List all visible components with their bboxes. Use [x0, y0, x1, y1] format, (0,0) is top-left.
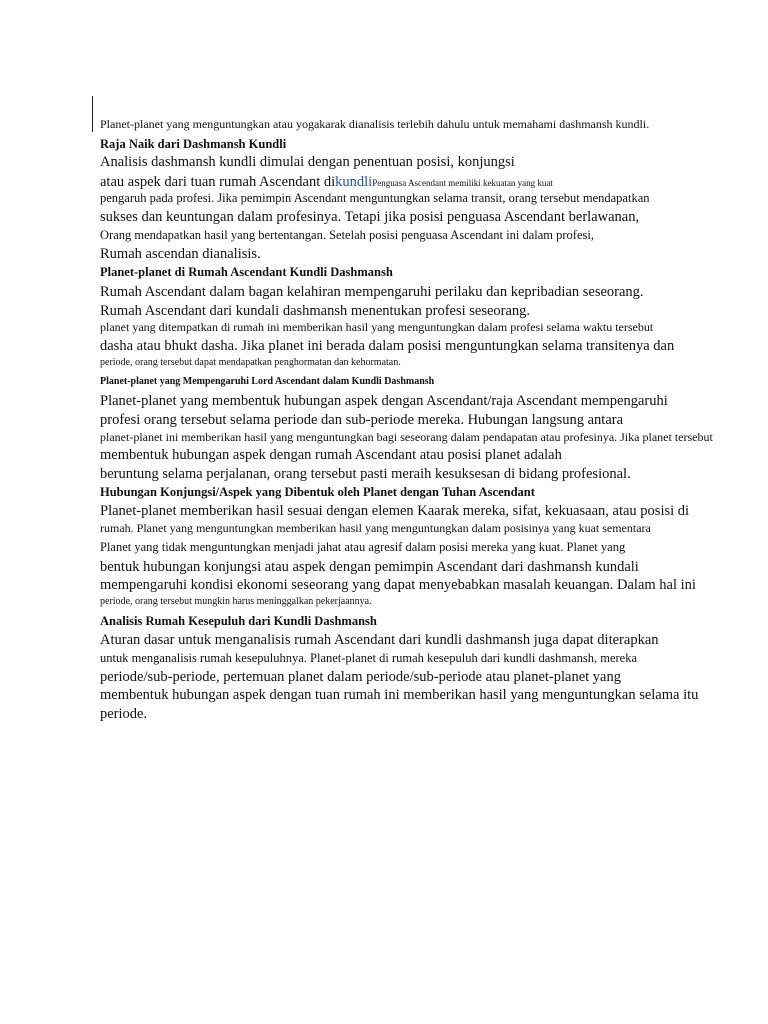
paragraph-line: rumah. Planet yang menguntungkan memberikan hasil yang menguntungkan dalam posisinya yang kuat sementara	[100, 521, 651, 535]
paragraph-text: Penguasa Ascendant memiliki kekuatan yang kuat	[372, 178, 553, 188]
paragraph-line: Rumah ascendan dianalisis.	[100, 246, 261, 262]
paragraph-line: Aturan dasar untuk menganalisis rumah Ascendant dari kundli dashmansh juga dapat diterapkan	[100, 632, 659, 648]
paragraph-line: Planet yang tidak menguntungkan menjadi jahat atau agresif dalam posisi mereka yang kuat. Planet yang	[100, 540, 626, 554]
text-cursor	[92, 96, 93, 132]
paragraph-line: Planet-planet memberikan hasil sesuai dengan elemen Kaarak mereka, sifat, kekuasaan, atau posisi di	[100, 503, 690, 519]
paragraph-line: Planet-planet yang menguntungkan atau yogakarak dianalisis terlebih dahulu untuk memahami dashmansh kundli.	[100, 117, 650, 131]
section-heading: Raja Naik dari Dashmansh Kundli	[100, 137, 287, 151]
paragraph-line: periode/sub-periode, pertemuan planet dalam periode/sub-periode atau planet-planet yang	[100, 669, 621, 685]
paragraph-line: Planet-planet yang membentuk hubungan aspek dengan Ascendant/raja Ascendant mempengaruhi	[100, 393, 668, 409]
paragraph-line: planet-planet ini memberikan hasil yang menguntungkan bagi seseorang dalam pendapatan atau profesinya. Jika planet tersebut	[100, 430, 713, 444]
paragraph-line: periode.	[100, 706, 148, 722]
paragraph-line: profesi orang tersebut selama periode dan sub-periode mereka. Hubungan langsung antara	[100, 412, 624, 428]
paragraph-line: planet yang ditempatkan di rumah ini memberikan hasil yang menguntungkan dalam profesi selama waktu tersebut	[100, 320, 654, 334]
section-heading: Analisis Rumah Kesepuluh dari Kundli Dashmansh	[100, 614, 377, 628]
section-heading: Planet-planet di Rumah Ascendant Kundli Dashmansh	[100, 265, 393, 279]
paragraph-line	[100, 174, 553, 190]
paragraph-line: periode, orang tersebut dapat mendapatkan penghormatan dan kehormatan.	[100, 357, 401, 368]
paragraph-line: sukses dan keuntungan dalam profesinya. Tetapi jika posisi penguasa Ascendant berlawanan,	[100, 209, 640, 225]
section-heading: Hubungan Konjungsi/Aspek yang Dibentuk oleh Planet dengan Tuhan Ascendant	[100, 485, 535, 499]
paragraph-line: membentuk hubungan aspek dengan tuan rumah ini memberikan hasil yang menguntungkan selama itu	[100, 687, 699, 703]
paragraph-line: membentuk hubungan aspek dengan rumah Ascendant atau posisi planet adalah	[100, 447, 562, 463]
paragraph-line: dasha atau bhukt dasha. Jika planet ini berada dalam posisi menguntungkan selama transitenya dan	[100, 338, 675, 354]
paragraph-line: Rumah Ascendant dalam bagan kelahiran mempengaruhi perilaku dan kepribadian seseorang.	[100, 284, 644, 300]
paragraph-line: bentuk hubungan konjungsi atau aspek dengan pemimpin Ascendant dari dashmansh kundali	[100, 559, 639, 575]
paragraph-line: Orang mendapatkan hasil yang bertentangan. Setelah posisi penguasa Ascendant ini dalam profesi,	[100, 228, 594, 242]
paragraph-line: mempengaruhi kondisi ekonomi seseorang yang dapat menyebabkan masalah keuangan. Dalam hal ini	[100, 577, 696, 593]
paragraph-line: periode, orang tersebut mungkin harus meninggalkan pekerjaannya.	[100, 596, 372, 607]
paragraph-line: beruntung selama perjalanan, orang tersebut pasti meraih kesuksesan di bidang profesional.	[100, 466, 631, 482]
paragraph-line: Analisis dashmansh kundli dimulai dengan penentuan posisi, konjungsi	[100, 154, 515, 170]
paragraph-line: Rumah Ascendant dari kundali dashmansh menentukan profesi seseorang.	[100, 303, 531, 319]
paragraph-text: atau aspek dari tuan rumah Ascendant di	[100, 174, 336, 190]
paragraph-line: untuk menganalisis rumah kesepuluhnya. Planet-planet di rumah kesepuluh dari kundli dashmansh, mereka	[100, 651, 638, 665]
kundli-link[interactable]: kundli	[335, 174, 373, 190]
section-heading: Planet-planet yang Mempengaruhi Lord Ascendant dalam Kundli Dashmansh	[100, 376, 435, 387]
paragraph-line: pengaruh pada profesi. Jika pemimpin Ascendant menguntungkan selama transit, orang tersebut mendapatkan	[100, 191, 650, 205]
